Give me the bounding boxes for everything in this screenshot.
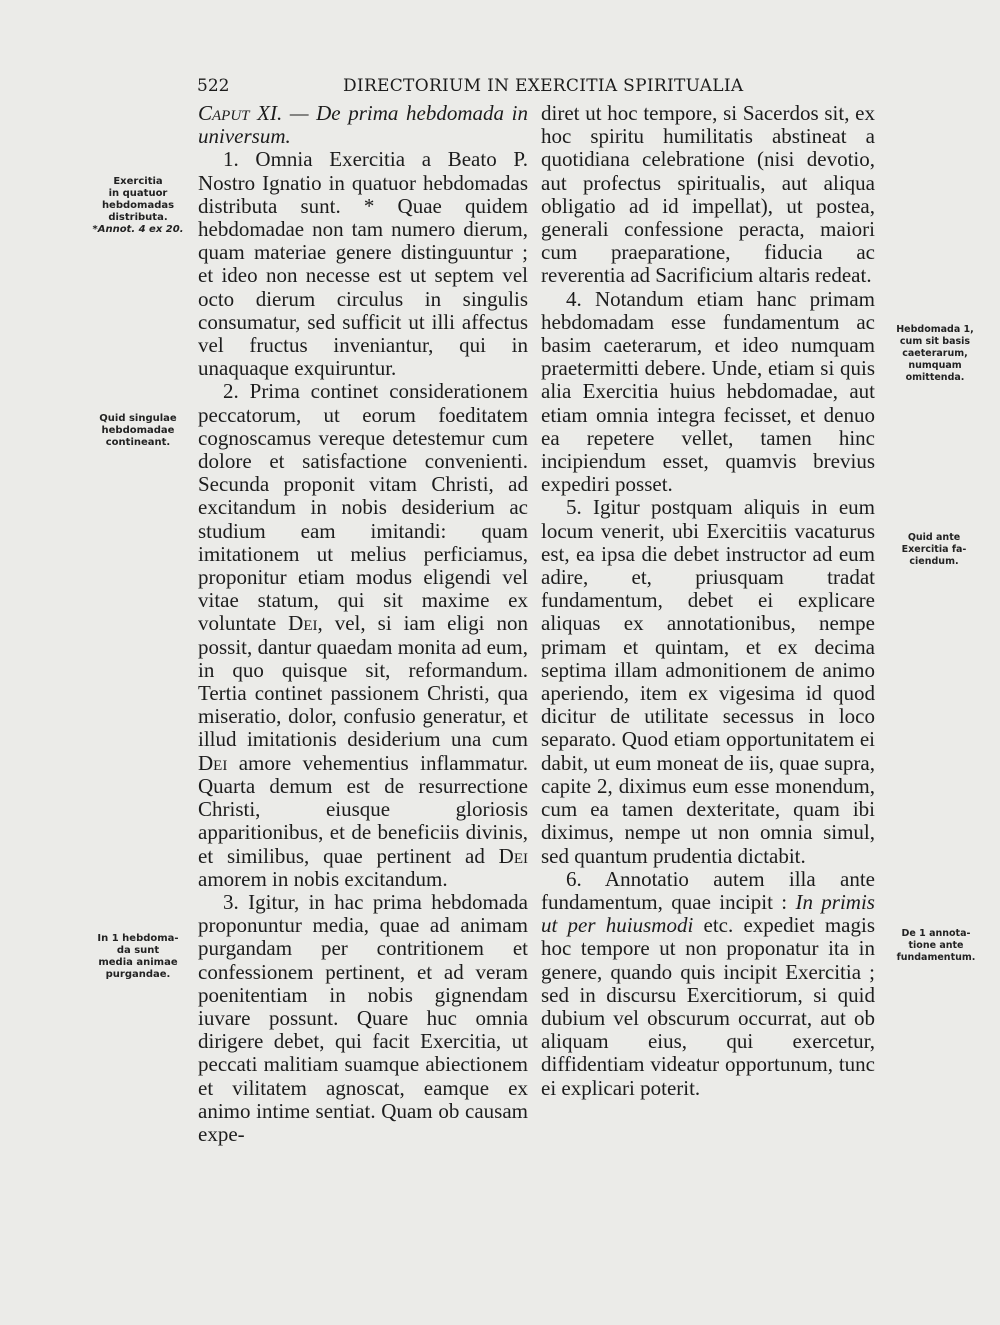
marginal-note-annotatione (882, 928, 990, 964)
paragraph-2-part: amorem in nobis excitandum. (198, 866, 448, 891)
paragraph-2 (198, 380, 528, 890)
dei-word: Dei (288, 611, 318, 636)
dei-word: Dei (498, 843, 528, 868)
marginal-line: purgandae. (105, 969, 171, 980)
marginal-line: media animae (98, 957, 178, 968)
quoted-incipit: In primis ut per huiusmodi (541, 889, 875, 938)
marginal-note-exercitia-distributa (84, 176, 192, 236)
marginal-note-quid-singulae (84, 413, 192, 449)
marginal-line: hebdomadas (101, 200, 175, 211)
paragraph-5: 5. Igitur postquam aliquis in eum locum venerit, ubi Exercitiis vacaturus est, ea ipsa die debet instructor ad eum adire, et, priusquam tradat fundamentum, debet ei explicare aliquas ex annotationibus, nempe primam et quintam, et ex decima septima illam admonitionem de animo aperiendo, item ex vigesima id quod dicitur de utilitate secessus in loco separato. Quod etiam opportunitatem ei dabit, ut eum moneat de iis, quae supra, capite 2, diximus eum esse monendum, cum ea tamen dexteritate, quam ibi diximus, nempe ut non omnia simul, sed quantum prudentia dictabit. (541, 495, 875, 868)
page-number: 522 (197, 76, 230, 96)
chapter-caput: Caput (198, 101, 250, 125)
marginal-line: fundamentum. (896, 952, 976, 963)
marginal-line: ciendum. (909, 556, 959, 567)
paragraph-4: 4. Notandum etiam hanc primam hebdomadam esse fundamentum ac basim caeterarum, et ideo numquam praetermitti debere. Unde, etiam si quis alia Exercitia huius hebdomadae, aut etiam omnia integra fecisset, et denuo ea repetere vellet, tamen hinc incipiendum esset, quamvis brevius expediri posset. (541, 286, 875, 497)
marginal-line: hebdomadae (101, 425, 175, 436)
paragraph-3-continued: diret ut hoc tempore, si Sacerdos sit, ex hoc spiritu humilitatis abstineat a quotidiana celebratione (nisi devotio, aut profectus spiritualis, aut aliqua obligatio ad id impellat), ut postea, generali confessione peracta, maiori cum praeparatione, fiducia ac reverentia ad Sacrificium altaris redeat. (541, 101, 875, 288)
chapter-heading (198, 102, 528, 148)
marginal-line: da sunt (116, 945, 160, 956)
paragraph-2-part: , vel, si iam eligi non possit, dantur quaedam monita ad eum, in quo quisque sit, reformandum. Tertia continet passionem Christi, qua miseratio, dolor, confusio generatur, et illud imitationis desiderium una cum (198, 611, 528, 752)
marginal-line: distributa. (108, 212, 168, 223)
marginal-line: tione ante (908, 940, 964, 951)
chapter-title-text: XI. — De prima hebdomada in universum. (198, 101, 528, 149)
marginal-line: Quid ante (907, 532, 961, 543)
marginal-line: contineant. (105, 437, 171, 448)
marginal-note-media-purgandae (84, 933, 192, 981)
text-column-left (198, 102, 528, 1146)
running-title: DIRECTORIUM IN EXERCITIA SPIRITUALIA (343, 76, 744, 96)
marginal-line: Quid singulae (99, 413, 177, 424)
paragraph-6 (541, 868, 875, 1100)
marginal-line: in quatuor (108, 188, 168, 199)
paragraph-2-part: 2. Prima continet considerationem peccatorum, ut eorum foeditatem cognoscamus vereque detestemur cum dolore et satisfactione convenienti. Secunda proponit vitam Christi, ad excitandum in nobis desiderium ac studium eam imitandi: quam imitationem ut melius perficiamus, proponitur etiam modus eligendi vel vitae statum, qui sit maxime ex voluntate (198, 379, 528, 636)
running-head (0, 76, 1000, 100)
marginal-line: Exercitia (113, 176, 163, 187)
text-column-right (541, 102, 875, 1100)
marginal-line: cum sit basis (899, 336, 971, 347)
marginal-note-quid-ante (884, 532, 984, 568)
marginal-line: omittenda. (905, 372, 965, 383)
marginal-line: In 1 hebdoma- (97, 933, 179, 944)
paragraph-6-part: 6. Annotatio autem illa ante fundamentum, quae incipit : (541, 866, 875, 914)
paragraph-3: 3. Igitur, in hac prima hebdomada proponuntur media, quae ad animam purgandam per contritionem et confessionem pertinent, et ad veram poenitentiam in nobis gignendam iuvare possunt. Quare huc omnia dirigere debet, qui facit Exercitia, ut peccati malitiam suamque abiectionem et vilitatem agnoscat, eamque ex animo intime sentiat. Quam ob causam expe- (198, 889, 528, 1146)
marginal-note-hebdomada-basis (880, 324, 990, 384)
marginal-line: numquam (908, 360, 962, 371)
paragraph-6-part: etc. expediet magis hoc tempore ut non proponatur ita in genere, quando quis incipit Exercitia ; sed in discursu Exercitiorum, si quid dubium vel obscurum occurrat, aut ob aliquam eius, qui exercetur, diffidentiam videatur opportunum, tunc ei explicari poterit. (541, 913, 875, 1100)
paragraph-2-part: amore vehementius inflammatur. Quarta demum est de resurrectione Christi, eiusque gloriosis apparitionibus, et de beneficiis divinis, et similibus, quae pertinent ad (198, 750, 528, 868)
marginal-line: caeterarum, (902, 348, 968, 359)
marginal-reference: *Annot. 4 ex 20. (92, 224, 184, 235)
dei-word: Dei (198, 750, 228, 775)
marginal-line: Hebdomada 1, (896, 324, 974, 335)
paragraph-1: 1. Omnia Exercitia a Beato P. Nostro Ignatio in quatuor hebdomadas distributa sunt. * Quae quidem hebdomadae non tam numero dierum, quam materiae genere distinguuntur ; et ideo non necesse est ut septem vel octo dierum circulus in singulis consumatur, sed sufficit ut illi affectus vel fructus inveniantur, qui in unaquaque exquiruntur. (198, 147, 528, 381)
marginal-line: De 1 annota- (901, 928, 971, 939)
marginal-line: Exercitia fa- (901, 544, 967, 555)
